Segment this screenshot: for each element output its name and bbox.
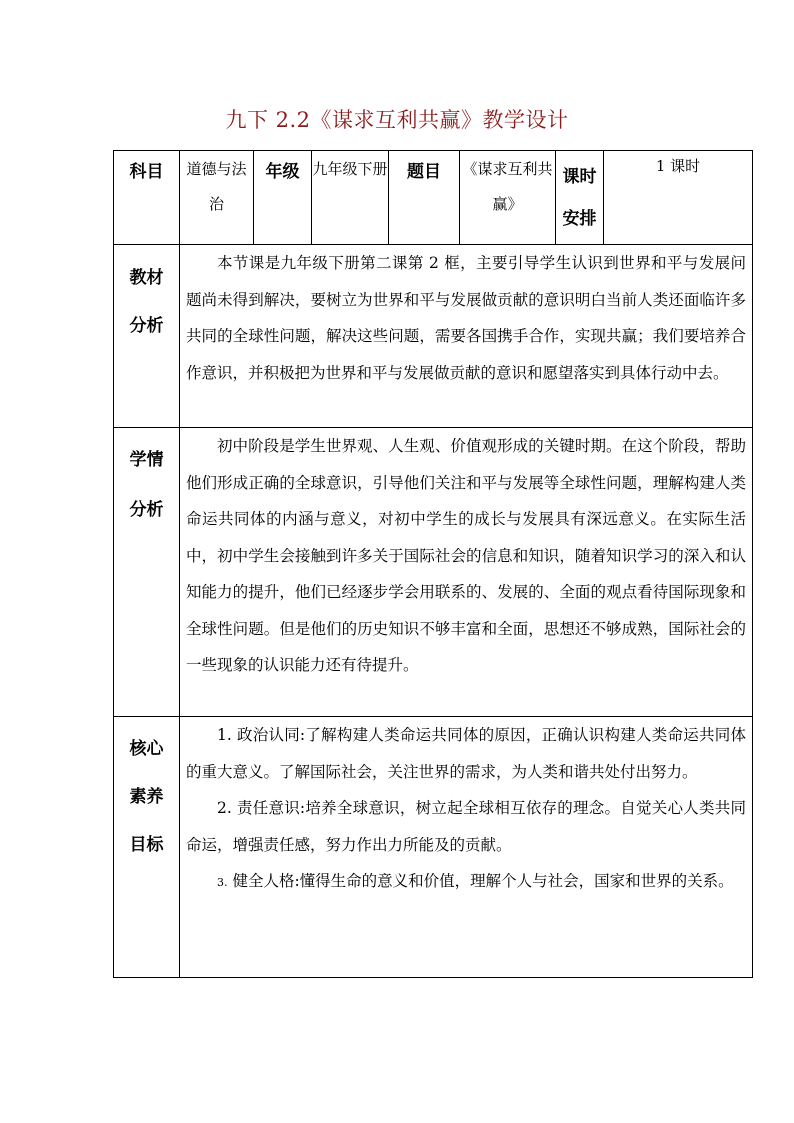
textbook-analysis-row xyxy=(114,245,753,428)
goal-item-3-number: 3. xyxy=(217,876,228,889)
subject-label: 科目 xyxy=(114,151,180,245)
lesson-plan-table xyxy=(113,150,753,978)
goal-item-3-text: 健全人格:懂得生命的意义和价值，理解个人与社会，国家和世界的关系。 xyxy=(232,872,734,890)
grade-label: 年级 xyxy=(254,151,312,245)
core-goals-text xyxy=(180,717,753,978)
goal-item-1: 1. 政治认同:了解构建人类命运共同体的原因，正确认识构建人类命运共同体的重大意义。了解国际社会，关注世界的需求，为人类和谐共处付出努力。 xyxy=(186,726,746,781)
student-label-line2: 分析 xyxy=(129,500,164,520)
textbook-analysis-text xyxy=(180,245,753,428)
textbook-label-line1: 教材 xyxy=(129,268,164,288)
hours-label-line1: 课时 xyxy=(562,167,597,187)
topic-label: 题目 xyxy=(389,151,460,245)
student-analysis-label xyxy=(114,428,180,717)
textbook-paragraph: 本节课是九年级下册第二课第 2 框，主要引导学生认识到世界和平与发展问题尚未得到解决，要树立为世界和平与发展做贡献的意识明白当前人类还面临许多共同的全球性问题，解决这些问题，需要各国携手合作，实现共赢；我们要培养合作意识，并积极把为世界和平与发展做贡献的意识和愿望落实到具体行动中去。 xyxy=(186,254,746,382)
header-row xyxy=(114,151,753,245)
goal-item-3 xyxy=(186,863,746,902)
core-goals-label xyxy=(114,717,180,978)
core-goals-row xyxy=(114,717,753,978)
subject-value: 道德与法治 xyxy=(180,151,254,245)
hours-value: 1 课时 xyxy=(604,151,753,245)
student-label-line1: 学情 xyxy=(129,450,164,470)
document-title: 九下 2.2《谋求互利共赢》教学设计 xyxy=(225,108,569,132)
textbook-label-line2: 分析 xyxy=(129,316,164,336)
hours-label xyxy=(556,151,604,245)
goals-label-line2: 素养 xyxy=(129,787,164,807)
goal-item-2: 2. 责任意识:培养全球意识，树立起全球相互依存的理念。自觉关心人类共同命运，增强责任感，努力作出力所能及的贡献。 xyxy=(186,799,746,854)
hours-label-line2: 安排 xyxy=(562,209,597,229)
student-analysis-row xyxy=(114,428,753,717)
student-paragraph: 初中阶段是学生世界观、人生观、价值观形成的关键时期。在这个阶段，帮助他们形成正确的全球意识，引导他们关注和平与发展等全球性问题，理解构建人类命运共同体的内涵与意义，对初中学生的成长与发展具有深远意义。在实际生活中，初中学生会接触到许多关于国际社会的信息和知识，随着知识学习的深入和认知能力的提升，他们已经逐步学会用联系的、发展的、全面的观点看待国际现象和全球性问题。但是他们的历史知识不够丰富和全面，思想还不够成熟，国际社会的一些现象的认识能力还有待提升。 xyxy=(186,437,746,674)
topic-value: 《谋求互利共赢》 xyxy=(460,151,556,245)
textbook-analysis-label xyxy=(114,245,180,428)
student-analysis-text xyxy=(180,428,753,717)
goals-label-line3: 目标 xyxy=(129,835,164,855)
goals-label-line1: 核心 xyxy=(129,739,164,759)
grade-value: 九年级下册 xyxy=(312,151,389,245)
